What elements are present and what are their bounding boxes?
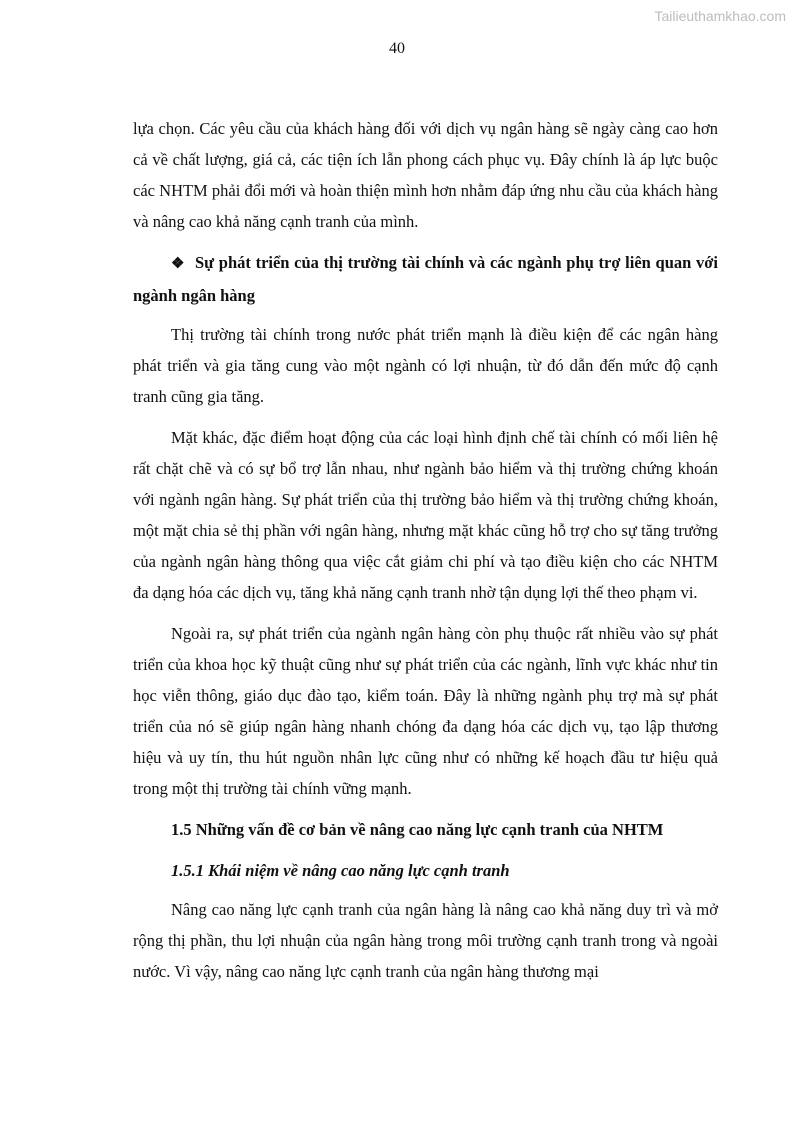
document-body	[133, 113, 718, 997]
paragraph-financial-market: Thị trường tài chính trong nước phát triển mạnh là điều kiện để các ngân hàng phát triển và gia tăng cung vào một ngành có lợi nhuận, từ đó dẫn đến mức độ cạnh tranh cũng gia tăng.	[133, 325, 718, 406]
bullet-heading-text: Sự phát triển của thị trường tài chính và các ngành phụ trợ liên quan với ngành ngân hàng	[133, 253, 718, 305]
paragraph-institutions: Mặt khác, đặc điểm hoạt động của các loại hình định chế tài chính có mối liên hệ rất chặt chẽ và có sự bổ trợ lẫn nhau, như ngành bảo hiểm và thị trường chứng khoán với ngành ngân hàng. Sự phát triển của thị trường bảo hiểm và thị trường chứng khoán, một mặt chia sẻ thị phần với ngân hàng, nhưng mặt khác cũng hỗ trợ cho sự tăng trưởng của ngành ngân hàng thông qua việc cắt giảm chi phí và tạo điều kiện cho các NHTM đa dạng hóa các dịch vụ, tăng khả năng cạnh tranh nhờ tận dụng lợi thế theo phạm vi.	[133, 428, 718, 602]
paragraph-technology: Ngoài ra, sự phát triển của ngành ngân hàng còn phụ thuộc rất nhiều vào sự phát triển của khoa học kỹ thuật cũng như sự phát triển của các ngành, lĩnh vực khác như tin học viễn thông, giáo dục đào tạo, kiểm toán. Đây là những ngành phụ trợ mà sự phát triển của nó sẽ giúp ngân hàng nhanh chóng đa dạng hóa các dịch vụ, tạo lập thương hiệu và uy tín, thu hút nguồn nhân lực cũng như có những kế hoạch đầu tư hiệu quả trong một thị trường tài chính vững mạnh.	[133, 624, 718, 798]
watermark: Tailieuthamkhao.com	[654, 8, 786, 24]
subsection-heading: 1.5.1 Khái niệm về nâng cao năng lực cạnh tranh	[171, 861, 510, 880]
bullet-heading	[133, 247, 718, 311]
page-number: 40	[389, 40, 405, 57]
section-heading: 1.5 Những vấn đề cơ bản về nâng cao năng lực cạnh tranh của NHTM	[171, 820, 664, 839]
paragraph-intro-continuation: lựa chọn. Các yêu cầu của khách hàng đối với dịch vụ ngân hàng sẽ ngày càng cao hơn cả về chất lượng, giá cả, các tiện ích lẫn phong cách phục vụ. Đây chính là áp lực buộc các NHTM phải đổi mới và hoàn thiện mình hơn nhằm đáp ứng nhu cầu của khách hàng và nâng cao khả năng cạnh tranh của mình.	[133, 119, 718, 231]
diamond-bullet-icon: ❖	[171, 256, 185, 272]
paragraph-definition: Nâng cao năng lực cạnh tranh của ngân hàng là nâng cao khả năng duy trì và mở rộng thị phần, thu lợi nhuận của ngân hàng trong môi trường cạnh tranh trong và ngoài nước. Vì vậy, nâng cao năng lực cạnh tranh của ngân hàng thương mại	[133, 900, 718, 981]
